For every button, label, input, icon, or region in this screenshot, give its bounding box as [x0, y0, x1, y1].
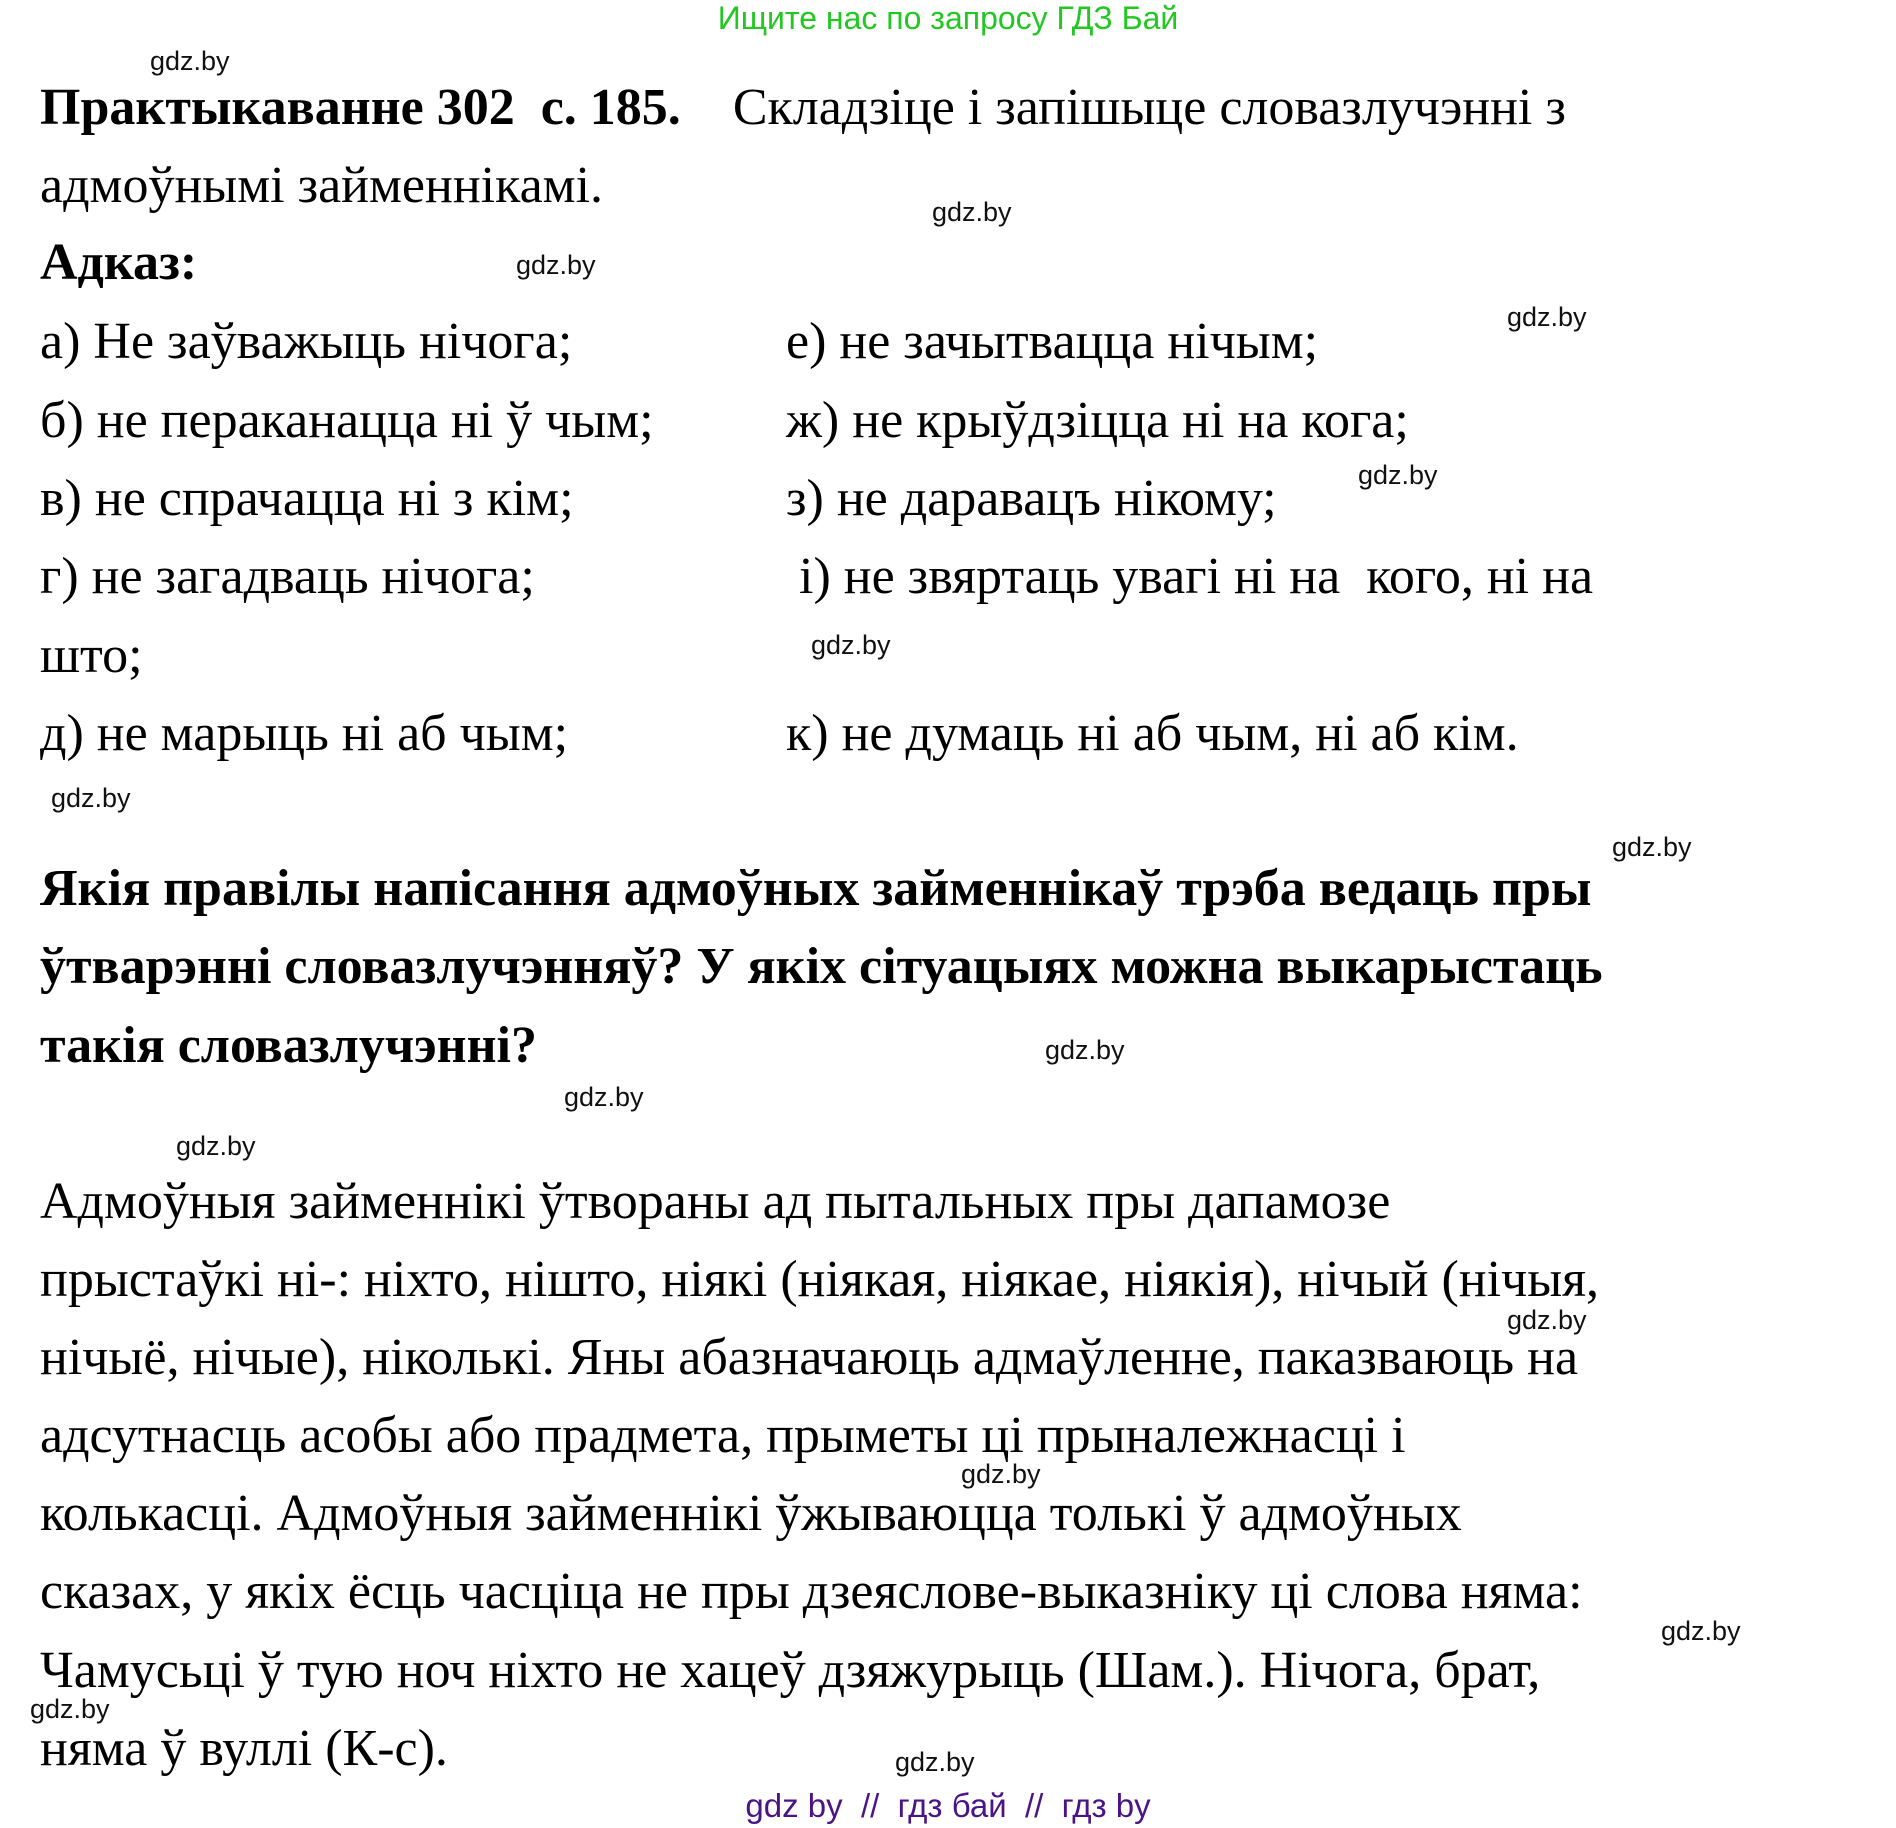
- answer-item-i: і) не звяртаць увагі ні на кого, ні на: [799, 548, 1594, 605]
- question-line: ўтварэнні словазлучэнняў? У якіх сітуацыях можна выкарыстаць: [40, 938, 1603, 995]
- question-line: такія словазлучэнні?: [40, 1017, 537, 1074]
- explanation-line: нічыё, нічые), ніколькі. Яны абазначаюць адмаўленне, паказваюць на: [40, 1329, 1579, 1386]
- watermark: gdz.by: [150, 46, 230, 76]
- task-instruction-line2: адмоўнымі займеннікамі.: [40, 157, 604, 214]
- answer-item-i-continued: што;: [40, 627, 143, 684]
- answer-item-b: б) не пераканацца ні ў чым;: [40, 392, 654, 449]
- task-instruction: Складзіце і запішыце словазлучэнні з: [732, 79, 1566, 136]
- watermark: gdz.by: [30, 1694, 110, 1724]
- watermark: gdz.by: [811, 630, 891, 660]
- answer-item-v: в) не спрачацца ні з кім;: [40, 470, 574, 527]
- answer-item-g: г) не загадваць нічога;: [40, 548, 535, 605]
- answer-label: Адказ:: [40, 234, 198, 291]
- watermark: gdz.by: [1612, 832, 1692, 862]
- answer-item-z: з) не даравацъ нікому;: [786, 470, 1277, 527]
- explanation-line: Адмоўныя займеннікі ўтвораны ад пытальных пры дапамозе: [40, 1173, 1391, 1230]
- task-number: Практыкаванне 302 с. 185.: [40, 79, 681, 136]
- watermark: gdz.by: [1045, 1035, 1125, 1065]
- watermark: gdz.by: [516, 250, 596, 280]
- answer-item-k: к) не думаць ні аб чым, ні аб кім.: [786, 705, 1519, 762]
- watermark: gdz.by: [1661, 1616, 1741, 1646]
- explanation-line: адсутнасць асобы або прадмета, прыметы ці прыналежнасці і: [40, 1407, 1406, 1464]
- promo-header: Ищите нас по запросу ГДЗ Бай: [717, 0, 1179, 36]
- watermark: gdz.by: [1507, 302, 1587, 332]
- watermark: gdz.by: [176, 1131, 256, 1161]
- explanation-line: няма ў вуллі (К-с).: [40, 1720, 448, 1777]
- explanation-line: прыстаўкі ні-: ніхто, нішто, ніякі (ніякая, ніякае, ніякія), нічый (нічыя,: [40, 1251, 1600, 1308]
- watermark: gdz.by: [564, 1082, 644, 1112]
- explanation-line: сказах, у якіх ёсць часціца не пры дзеяслове-выказніку ці слова няма:: [40, 1563, 1583, 1620]
- answer-item-a: а) Не заўважыць нічога;: [40, 313, 573, 370]
- watermark: gdz.by: [1358, 460, 1438, 490]
- question-line: Якія правілы напісання адмоўных займеннікаў трэба ведаць пры: [40, 860, 1592, 917]
- task-title: [40, 78, 1566, 138]
- answer-item-zh: ж) не крыўдзіцца ні на кога;: [786, 392, 1409, 449]
- watermark: gdz.by: [961, 1459, 1041, 1489]
- watermark: gdz.by: [932, 197, 1012, 227]
- answer-item-e: е) не зачытвацца нічым;: [786, 313, 1319, 370]
- footer-links[interactable]: gdz by // гдз бай // гдз by: [745, 1787, 1151, 1824]
- answer-item-d: д) не марыць ні аб чым;: [40, 705, 569, 762]
- watermark: gdz.by: [1507, 1305, 1587, 1335]
- explanation-line: колькасці. Адмоўныя займеннікі ўжываюцца толькі ў адмоўных: [40, 1485, 1462, 1542]
- watermark: gdz.by: [895, 1747, 975, 1777]
- explanation-line: Чамусьці ў тую ноч ніхто не хацеў дзяжурыць (Шам.). Нічога, брат,: [40, 1642, 1541, 1699]
- watermark: gdz.by: [51, 783, 131, 813]
